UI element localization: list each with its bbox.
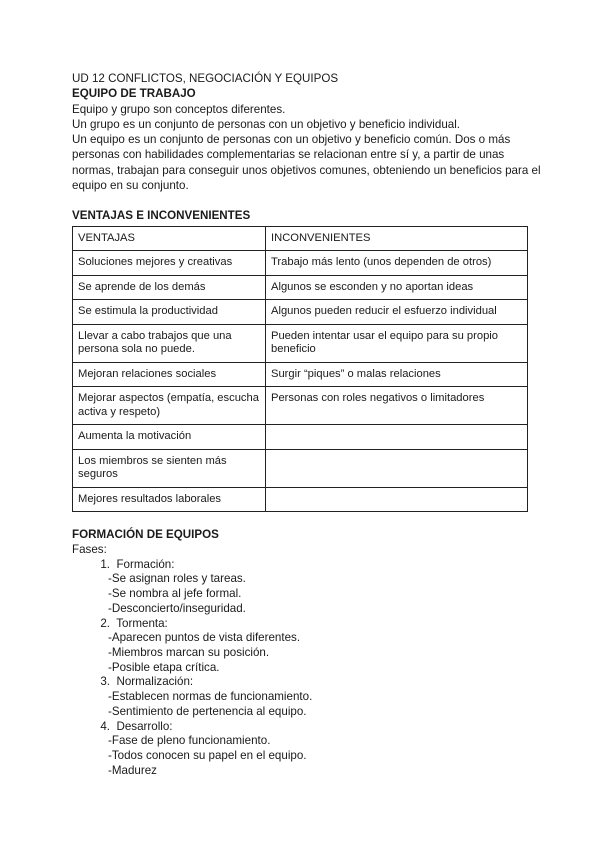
ventaja-cell: Llevar a cabo trabajos que una persona sola no puede. <box>73 324 266 362</box>
table-row <box>73 425 528 450</box>
table-row <box>73 251 528 276</box>
document-title: UD 12 CONFLICTOS, NEGOCIACIÓN Y EQUIPOS <box>72 72 339 85</box>
ventajas-heading: VENTAJAS E INCONVENIENTES <box>72 209 251 223</box>
fase-item: -Desconcierto/inseguridad. <box>108 601 246 615</box>
fase-number: 4. <box>100 719 110 733</box>
table-row <box>73 387 528 425</box>
inconveniente-cell <box>266 449 528 487</box>
paragraph-line: Un equipo es un conjunto de personas con un objetivo y beneficio común. Dos o más <box>72 133 511 147</box>
ventaja-cell: Se aprende de los demás <box>73 275 266 300</box>
table-header-row <box>73 226 528 251</box>
inconveniente-cell: Surgir “piques” o malas relaciones <box>266 362 528 387</box>
equipo-heading: EQUIPO DE TRABAJO <box>72 87 196 101</box>
fase-item: -Establecen normas de funcionamiento. <box>108 690 313 704</box>
ventaja-cell: Soluciones mejores y creativas <box>73 251 266 276</box>
fase-item: -Madurez <box>108 763 157 777</box>
header-cell-ventajas: VENTAJAS <box>73 226 266 251</box>
ventaja-cell: Mejores resultados laborales <box>73 487 266 512</box>
inconveniente-cell: Algunos se esconden y no aportan ideas <box>266 275 528 300</box>
table-row <box>73 324 528 362</box>
table-row <box>73 449 528 487</box>
fase-item: -Sentimiento de pertenencia al equipo. <box>108 704 307 718</box>
fase-title: Desarrollo: <box>116 719 173 733</box>
inconveniente-cell: Trabajo más lento (unos dependen de otros) <box>266 251 528 276</box>
inconveniente-cell: Pueden intentar usar el equipo para su propio beneficio <box>266 324 528 362</box>
inconveniente-cell: Algunos pueden reducir el esfuerzo individual <box>266 300 528 325</box>
inconveniente-cell: Personas con roles negativos o limitadores <box>266 387 528 425</box>
paragraph-line: personas con habilidades complementarias se relacionan entre sí y, a partir de unas <box>72 148 505 162</box>
fase-title: Formación: <box>116 557 175 571</box>
header-cell-inconvenientes: INCONVENIENTES <box>266 226 528 251</box>
fases-list <box>72 558 532 779</box>
fase-number: 3. <box>100 675 110 689</box>
formacion-heading: FORMACIÓN DE EQUIPOS <box>72 528 219 542</box>
fase-item: -Posible etapa crítica. <box>108 660 220 674</box>
equipo-paragraph-1: Equipo y grupo son conceptos diferentes. <box>72 102 286 116</box>
fase-number: 2. <box>100 616 110 630</box>
document-content <box>72 71 541 778</box>
ventaja-cell: Mejoran relaciones sociales <box>73 362 266 387</box>
list-item <box>72 675 532 719</box>
table-row <box>73 487 528 512</box>
table-row <box>73 275 528 300</box>
fase-title: Normalización: <box>116 675 194 689</box>
ventaja-cell: Aumenta la motivación <box>73 425 266 450</box>
table-row <box>73 362 528 387</box>
fase-item: -Miembros marcan su posición. <box>108 645 270 659</box>
list-item <box>72 720 532 779</box>
fase-item: -Se nombra al jefe formal. <box>108 587 242 601</box>
fase-number: 1. <box>100 557 110 571</box>
ventaja-cell: Mejorar aspectos (empatía, escucha activa y respeto) <box>73 387 266 425</box>
table-row <box>73 300 528 325</box>
equipo-paragraph-3 <box>72 132 541 193</box>
ventaja-cell: Se estimula la productividad <box>73 300 266 325</box>
inconveniente-cell <box>266 487 528 512</box>
paragraph-line: equipo en su conjunto. <box>72 179 189 193</box>
list-item <box>72 558 532 617</box>
inconveniente-cell <box>266 425 528 450</box>
fase-item: -Se asignan roles y tareas. <box>108 572 246 586</box>
ventaja-cell: Los miembros se sienten más seguros <box>73 449 266 487</box>
equipo-paragraph-2: Un grupo es un conjunto de personas con un objetivo y beneficio individual. <box>72 117 461 131</box>
list-item <box>72 617 532 676</box>
fase-item: -Fase de pleno funcionamiento. <box>108 734 271 748</box>
fase-item: -Todos conocen su papel en el equipo. <box>108 748 307 762</box>
ventajas-table <box>72 226 528 513</box>
paragraph-line: normas, trabajan para conseguir unos objetivos comunes, obteniendo un beneficios para el <box>72 163 541 177</box>
fase-title: Tormenta: <box>116 616 168 630</box>
fases-intro: Fases: <box>72 543 107 557</box>
fase-item: -Aparecen puntos de vista diferentes. <box>108 631 301 645</box>
